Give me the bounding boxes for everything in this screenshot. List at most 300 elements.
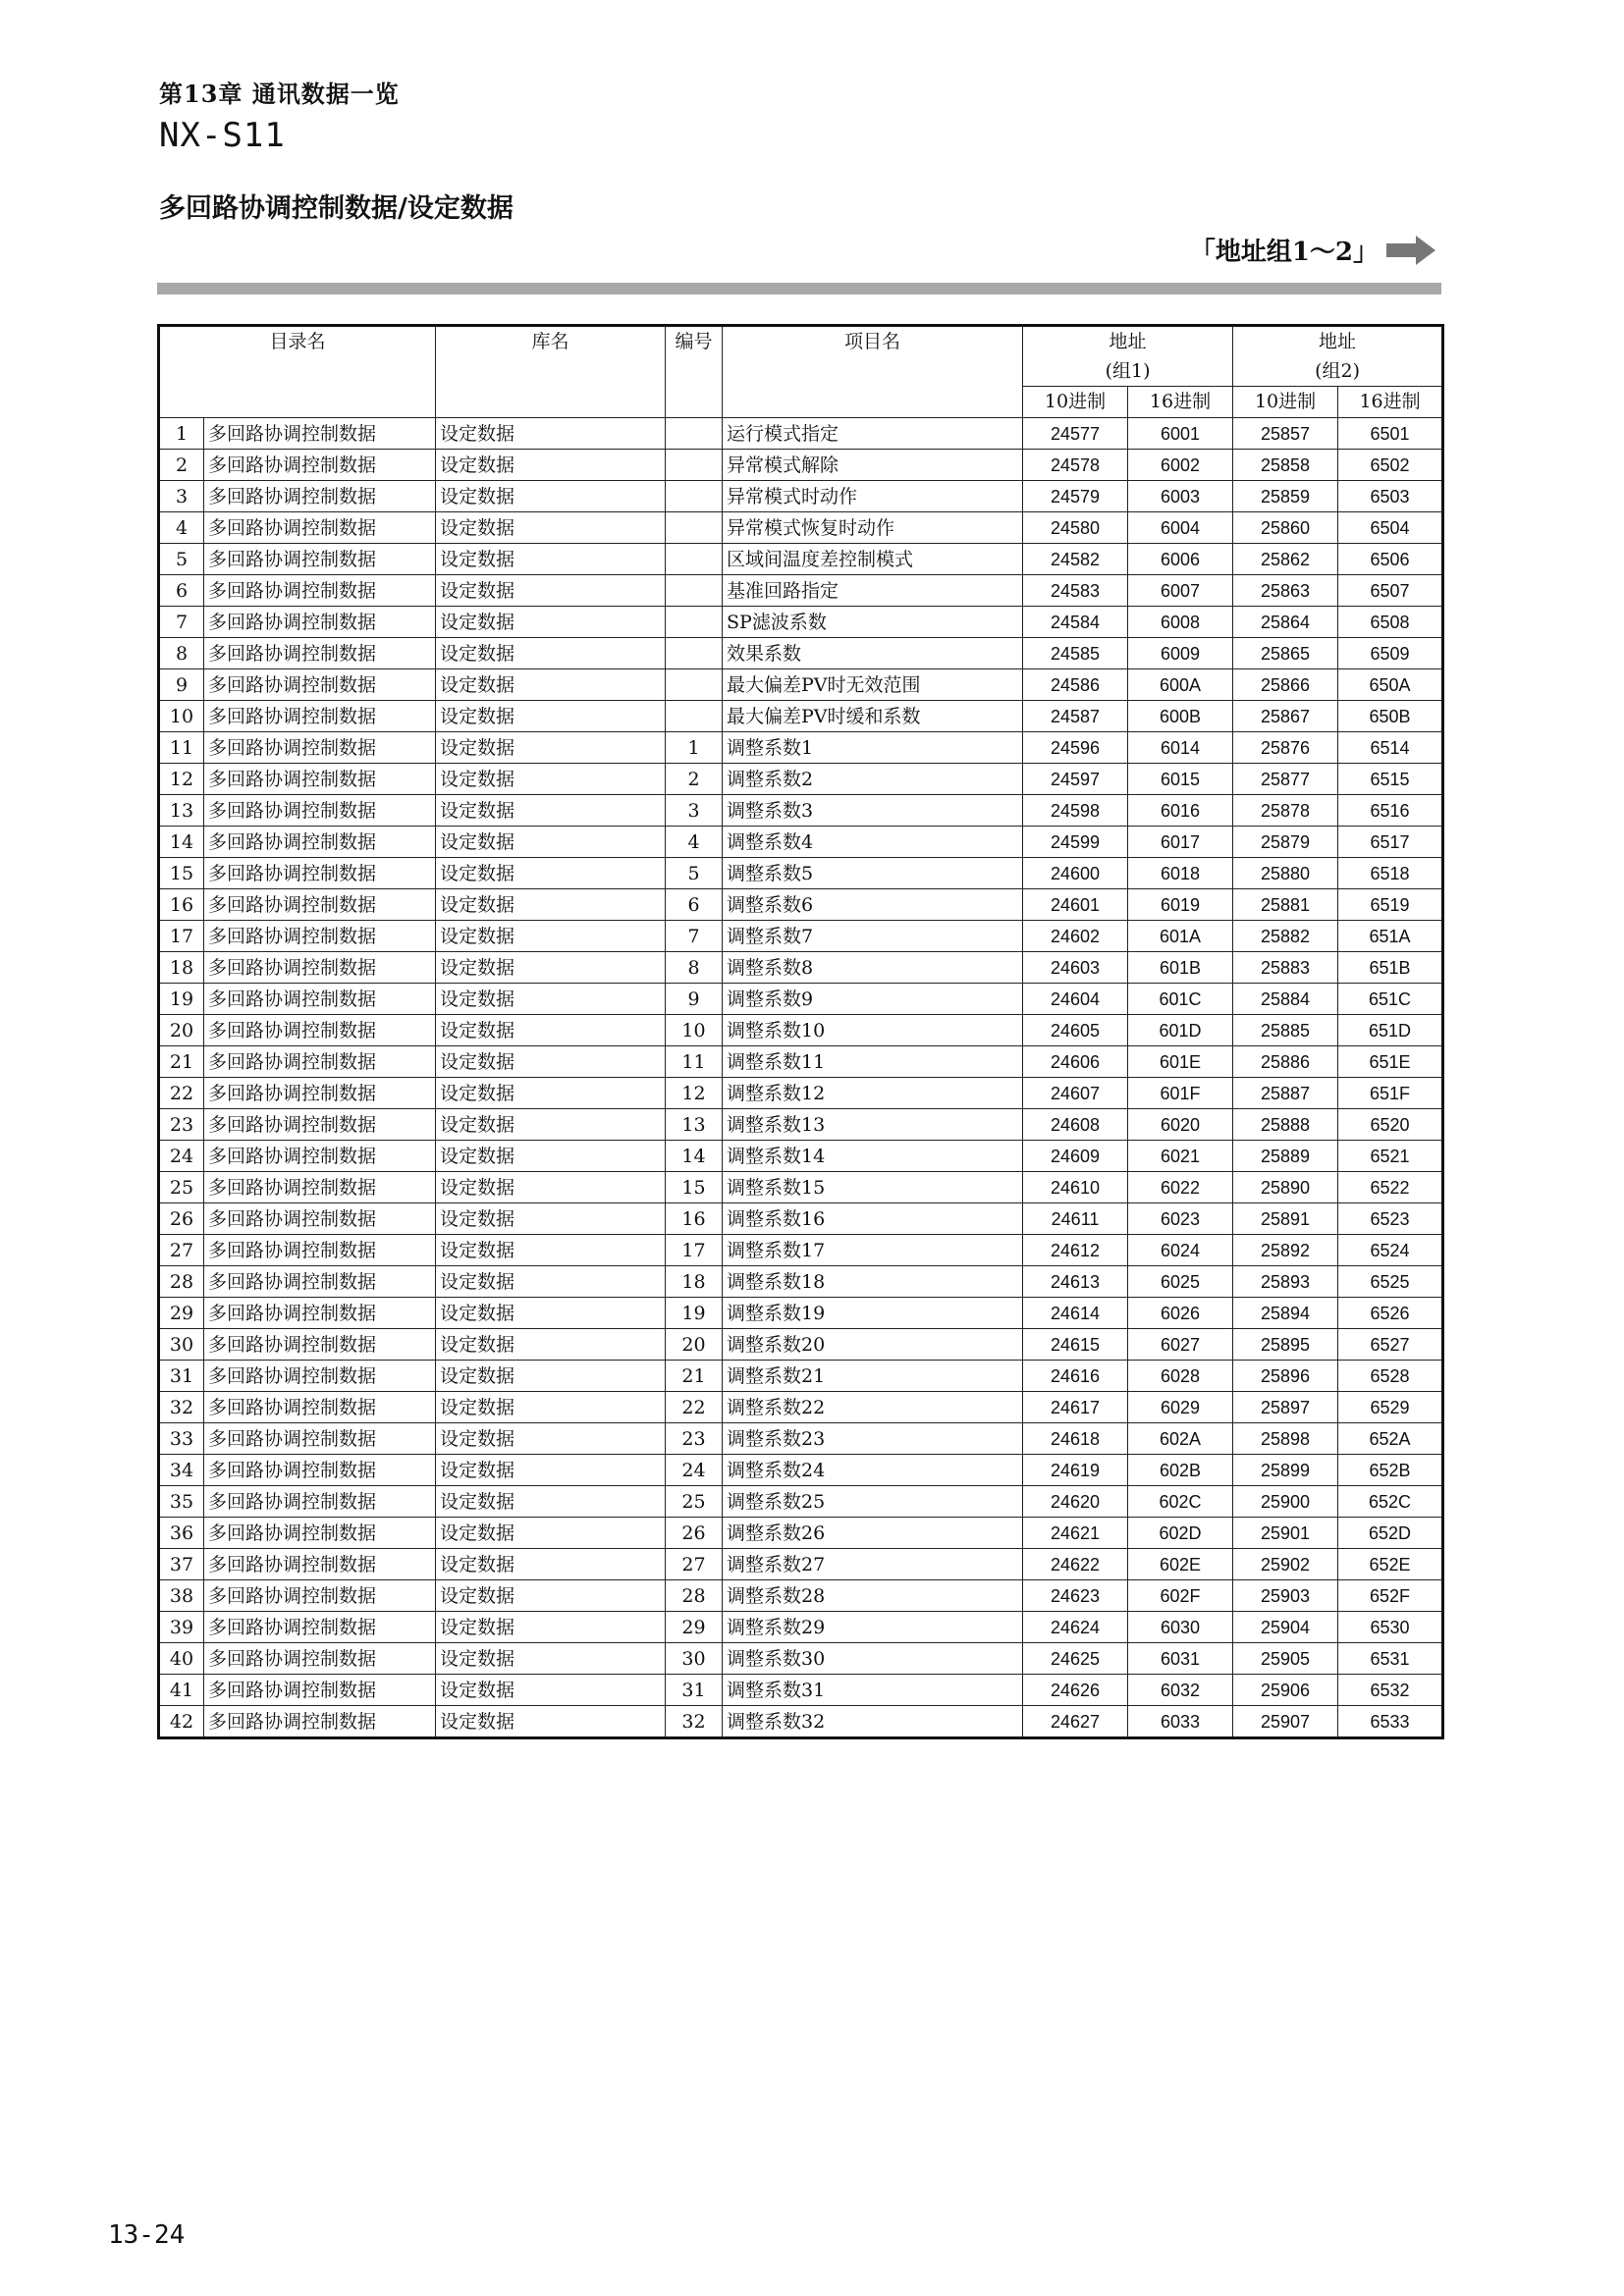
row-number: 4 bbox=[666, 827, 723, 858]
row-g2-hex: 651B bbox=[1338, 952, 1443, 984]
row-category: 多回路协调控制数据 bbox=[204, 827, 436, 858]
header-group1-label: (组1) bbox=[1105, 360, 1151, 382]
row-index: 9 bbox=[159, 669, 204, 701]
row-database: 设定数据 bbox=[436, 450, 666, 481]
row-item: 调整系数20 bbox=[723, 1329, 1023, 1361]
row-item: 效果系数 bbox=[723, 638, 1023, 669]
row-g2-dec: 25877 bbox=[1233, 764, 1338, 795]
row-index: 36 bbox=[159, 1518, 204, 1549]
row-g2-hex: 6527 bbox=[1338, 1329, 1443, 1361]
row-g1-hex: 6021 bbox=[1128, 1141, 1233, 1172]
row-database: 设定数据 bbox=[436, 1015, 666, 1046]
row-g2-hex: 6515 bbox=[1338, 764, 1443, 795]
row-number bbox=[666, 512, 723, 544]
row-index: 28 bbox=[159, 1266, 204, 1298]
row-g2-hex: 650A bbox=[1338, 669, 1443, 701]
table-row bbox=[159, 1486, 1443, 1518]
row-item: 调整系数25 bbox=[723, 1486, 1023, 1518]
row-item: 调整系数5 bbox=[723, 858, 1023, 889]
row-g1-hex: 6031 bbox=[1128, 1643, 1233, 1675]
row-number: 19 bbox=[666, 1298, 723, 1329]
row-category: 多回路协调控制数据 bbox=[204, 1706, 436, 1738]
header-g1-hex: 16进制 bbox=[1128, 387, 1233, 418]
table-row bbox=[159, 544, 1443, 575]
row-number bbox=[666, 669, 723, 701]
page-number: 13-24 bbox=[108, 2220, 186, 2250]
row-g1-hex: 6032 bbox=[1128, 1675, 1233, 1706]
row-g2-hex: 6528 bbox=[1338, 1361, 1443, 1392]
row-g1-dec: 24616 bbox=[1023, 1361, 1128, 1392]
row-g1-dec: 24607 bbox=[1023, 1078, 1128, 1109]
table-row bbox=[159, 1329, 1443, 1361]
row-database: 设定数据 bbox=[436, 1643, 666, 1675]
row-index: 41 bbox=[159, 1675, 204, 1706]
row-g1-dec: 24612 bbox=[1023, 1235, 1128, 1266]
row-number: 31 bbox=[666, 1675, 723, 1706]
row-g1-dec: 24627 bbox=[1023, 1706, 1128, 1738]
row-index: 22 bbox=[159, 1078, 204, 1109]
row-g2-dec: 25881 bbox=[1233, 889, 1338, 921]
row-g1-dec: 24600 bbox=[1023, 858, 1128, 889]
row-g2-dec: 25890 bbox=[1233, 1172, 1338, 1203]
header-number: 编号 bbox=[666, 326, 723, 418]
row-database: 设定数据 bbox=[436, 1078, 666, 1109]
row-g1-hex: 600A bbox=[1128, 669, 1233, 701]
row-g1-dec: 24617 bbox=[1023, 1392, 1128, 1423]
row-g1-dec: 24606 bbox=[1023, 1046, 1128, 1078]
row-g1-hex: 601A bbox=[1128, 921, 1233, 952]
table-row bbox=[159, 732, 1443, 764]
row-g1-dec: 24598 bbox=[1023, 795, 1128, 827]
row-category: 多回路协调控制数据 bbox=[204, 481, 436, 512]
row-item: 调整系数9 bbox=[723, 984, 1023, 1015]
row-g2-hex: 652A bbox=[1338, 1423, 1443, 1455]
row-database: 设定数据 bbox=[436, 858, 666, 889]
row-g2-dec: 25865 bbox=[1233, 638, 1338, 669]
row-index: 5 bbox=[159, 544, 204, 575]
row-g1-dec: 24625 bbox=[1023, 1643, 1128, 1675]
row-g1-hex: 6008 bbox=[1128, 607, 1233, 638]
row-category: 多回路协调控制数据 bbox=[204, 1266, 436, 1298]
table-row bbox=[159, 450, 1443, 481]
row-category: 多回路协调控制数据 bbox=[204, 1518, 436, 1549]
row-g1-hex: 6017 bbox=[1128, 827, 1233, 858]
row-database: 设定数据 bbox=[436, 984, 666, 1015]
row-database: 设定数据 bbox=[436, 1203, 666, 1235]
table-row bbox=[159, 512, 1443, 544]
row-g1-hex: 6028 bbox=[1128, 1361, 1233, 1392]
row-index: 14 bbox=[159, 827, 204, 858]
row-item: 调整系数12 bbox=[723, 1078, 1023, 1109]
row-number: 23 bbox=[666, 1423, 723, 1455]
row-index: 40 bbox=[159, 1643, 204, 1675]
row-g2-hex: 6521 bbox=[1338, 1141, 1443, 1172]
row-g1-dec: 24623 bbox=[1023, 1580, 1128, 1612]
row-g2-dec: 25867 bbox=[1233, 701, 1338, 732]
row-database: 设定数据 bbox=[436, 827, 666, 858]
row-category: 多回路协调控制数据 bbox=[204, 1455, 436, 1486]
row-g2-dec: 25862 bbox=[1233, 544, 1338, 575]
row-item: 调整系数13 bbox=[723, 1109, 1023, 1141]
row-g2-hex: 6507 bbox=[1338, 575, 1443, 607]
row-g2-hex: 652C bbox=[1338, 1486, 1443, 1518]
row-g2-dec: 25884 bbox=[1233, 984, 1338, 1015]
row-number: 32 bbox=[666, 1706, 723, 1738]
row-g2-hex: 6501 bbox=[1338, 418, 1443, 450]
row-index: 27 bbox=[159, 1235, 204, 1266]
row-category: 多回路协调控制数据 bbox=[204, 858, 436, 889]
row-item: 调整系数1 bbox=[723, 732, 1023, 764]
row-index: 34 bbox=[159, 1455, 204, 1486]
row-index: 17 bbox=[159, 921, 204, 952]
row-g2-dec: 25906 bbox=[1233, 1675, 1338, 1706]
row-database: 设定数据 bbox=[436, 1612, 666, 1643]
row-item: 调整系数3 bbox=[723, 795, 1023, 827]
row-g1-dec: 24608 bbox=[1023, 1109, 1128, 1141]
row-g1-hex: 6004 bbox=[1128, 512, 1233, 544]
row-g1-dec: 24597 bbox=[1023, 764, 1128, 795]
row-g1-hex: 600B bbox=[1128, 701, 1233, 732]
row-g2-dec: 25882 bbox=[1233, 921, 1338, 952]
row-item: 调整系数31 bbox=[723, 1675, 1023, 1706]
row-database: 设定数据 bbox=[436, 921, 666, 952]
row-number: 16 bbox=[666, 1203, 723, 1235]
row-g1-dec: 24585 bbox=[1023, 638, 1128, 669]
row-g2-hex: 6514 bbox=[1338, 732, 1443, 764]
table-row bbox=[159, 1675, 1443, 1706]
row-index: 2 bbox=[159, 450, 204, 481]
row-g2-dec: 25897 bbox=[1233, 1392, 1338, 1423]
table-row bbox=[159, 795, 1443, 827]
header-item: 项目名 bbox=[723, 326, 1023, 418]
row-number: 12 bbox=[666, 1078, 723, 1109]
row-index: 4 bbox=[159, 512, 204, 544]
row-g2-dec: 25888 bbox=[1233, 1109, 1338, 1141]
row-g2-hex: 6518 bbox=[1338, 858, 1443, 889]
row-g2-dec: 25885 bbox=[1233, 1015, 1338, 1046]
row-number: 15 bbox=[666, 1172, 723, 1203]
row-number: 24 bbox=[666, 1455, 723, 1486]
row-g1-hex: 6026 bbox=[1128, 1298, 1233, 1329]
chapter-heading: 第13章 通讯数据一览 bbox=[159, 80, 400, 108]
row-index: 12 bbox=[159, 764, 204, 795]
table-row bbox=[159, 418, 1443, 450]
row-category: 多回路协调控制数据 bbox=[204, 544, 436, 575]
row-number: 11 bbox=[666, 1046, 723, 1078]
row-g2-dec: 25866 bbox=[1233, 669, 1338, 701]
row-g1-dec: 24587 bbox=[1023, 701, 1128, 732]
row-item: 最大偏差PV时无效范围 bbox=[723, 669, 1023, 701]
table-row bbox=[159, 607, 1443, 638]
row-database: 设定数据 bbox=[436, 889, 666, 921]
row-category: 多回路协调控制数据 bbox=[204, 638, 436, 669]
table-row bbox=[159, 1518, 1443, 1549]
row-number bbox=[666, 638, 723, 669]
row-g2-dec: 25880 bbox=[1233, 858, 1338, 889]
row-g2-hex: 6506 bbox=[1338, 544, 1443, 575]
row-g2-dec: 25901 bbox=[1233, 1518, 1338, 1549]
row-g2-dec: 25864 bbox=[1233, 607, 1338, 638]
row-category: 多回路协调控制数据 bbox=[204, 795, 436, 827]
row-category: 多回路协调控制数据 bbox=[204, 450, 436, 481]
row-g1-hex: 6025 bbox=[1128, 1266, 1233, 1298]
row-database: 设定数据 bbox=[436, 1423, 666, 1455]
row-number: 10 bbox=[666, 1015, 723, 1046]
row-g1-dec: 24615 bbox=[1023, 1329, 1128, 1361]
row-g1-hex: 6014 bbox=[1128, 732, 1233, 764]
table-row bbox=[159, 1046, 1443, 1078]
row-category: 多回路协调控制数据 bbox=[204, 575, 436, 607]
row-number: 8 bbox=[666, 952, 723, 984]
row-category: 多回路协调控制数据 bbox=[204, 418, 436, 450]
row-index: 32 bbox=[159, 1392, 204, 1423]
row-category: 多回路协调控制数据 bbox=[204, 1486, 436, 1518]
table-row bbox=[159, 1141, 1443, 1172]
header-database: 库名 bbox=[436, 326, 666, 418]
row-number: 2 bbox=[666, 764, 723, 795]
group-nav-label: 「地址组1～2」 bbox=[1189, 238, 1379, 267]
row-category: 多回路协调控制数据 bbox=[204, 1549, 436, 1580]
row-number: 7 bbox=[666, 921, 723, 952]
row-g2-dec: 25892 bbox=[1233, 1235, 1338, 1266]
table-row bbox=[159, 1392, 1443, 1423]
row-g1-hex: 601B bbox=[1128, 952, 1233, 984]
row-g2-hex: 6508 bbox=[1338, 607, 1443, 638]
row-index: 39 bbox=[159, 1612, 204, 1643]
row-g1-dec: 24609 bbox=[1023, 1141, 1128, 1172]
row-number: 9 bbox=[666, 984, 723, 1015]
row-number: 13 bbox=[666, 1109, 723, 1141]
row-category: 多回路协调控制数据 bbox=[204, 1580, 436, 1612]
row-g2-hex: 6523 bbox=[1338, 1203, 1443, 1235]
row-database: 设定数据 bbox=[436, 418, 666, 450]
row-g2-hex: 651A bbox=[1338, 921, 1443, 952]
row-item: 调整系数17 bbox=[723, 1235, 1023, 1266]
row-index: 13 bbox=[159, 795, 204, 827]
row-index: 42 bbox=[159, 1706, 204, 1738]
row-item: 调整系数21 bbox=[723, 1361, 1023, 1392]
row-g1-hex: 602B bbox=[1128, 1455, 1233, 1486]
row-g1-dec: 24613 bbox=[1023, 1266, 1128, 1298]
row-database: 设定数据 bbox=[436, 1706, 666, 1738]
row-g1-hex: 6033 bbox=[1128, 1706, 1233, 1738]
row-item: 异常模式时动作 bbox=[723, 481, 1023, 512]
row-number: 21 bbox=[666, 1361, 723, 1392]
header-g2-dec: 10进制 bbox=[1233, 387, 1338, 418]
row-g2-hex: 6509 bbox=[1338, 638, 1443, 669]
row-number bbox=[666, 701, 723, 732]
row-g1-hex: 602A bbox=[1128, 1423, 1233, 1455]
table-row bbox=[159, 952, 1443, 984]
row-category: 多回路协调控制数据 bbox=[204, 732, 436, 764]
row-index: 7 bbox=[159, 607, 204, 638]
row-g1-dec: 24577 bbox=[1023, 418, 1128, 450]
row-item: 调整系数28 bbox=[723, 1580, 1023, 1612]
row-item: 最大偏差PV时缓和系数 bbox=[723, 701, 1023, 732]
header-address-label: 地址 bbox=[1319, 331, 1357, 352]
row-g2-dec: 25895 bbox=[1233, 1329, 1338, 1361]
row-item: 调整系数26 bbox=[723, 1518, 1023, 1549]
row-number bbox=[666, 450, 723, 481]
row-g2-hex: 651F bbox=[1338, 1078, 1443, 1109]
row-number bbox=[666, 544, 723, 575]
table-row bbox=[159, 1549, 1443, 1580]
row-g2-hex: 651D bbox=[1338, 1015, 1443, 1046]
row-number: 3 bbox=[666, 795, 723, 827]
row-index: 3 bbox=[159, 481, 204, 512]
table-row bbox=[159, 1266, 1443, 1298]
row-item: 调整系数2 bbox=[723, 764, 1023, 795]
row-index: 26 bbox=[159, 1203, 204, 1235]
row-category: 多回路协调控制数据 bbox=[204, 1612, 436, 1643]
row-database: 设定数据 bbox=[436, 669, 666, 701]
row-g2-hex: 6504 bbox=[1338, 512, 1443, 544]
row-g1-hex: 602F bbox=[1128, 1580, 1233, 1612]
row-g2-dec: 25857 bbox=[1233, 418, 1338, 450]
row-item: 调整系数22 bbox=[723, 1392, 1023, 1423]
row-category: 多回路协调控制数据 bbox=[204, 1015, 436, 1046]
row-g2-hex: 652D bbox=[1338, 1518, 1443, 1549]
row-database: 设定数据 bbox=[436, 732, 666, 764]
row-g1-dec: 24578 bbox=[1023, 450, 1128, 481]
row-database: 设定数据 bbox=[436, 1046, 666, 1078]
row-g2-dec: 25878 bbox=[1233, 795, 1338, 827]
header-rule bbox=[157, 283, 1441, 294]
row-item: 异常模式解除 bbox=[723, 450, 1023, 481]
row-number: 6 bbox=[666, 889, 723, 921]
row-g2-hex: 6533 bbox=[1338, 1706, 1443, 1738]
row-g2-hex: 6502 bbox=[1338, 450, 1443, 481]
table-row bbox=[159, 1078, 1443, 1109]
row-item: 调整系数10 bbox=[723, 1015, 1023, 1046]
row-category: 多回路协调控制数据 bbox=[204, 1235, 436, 1266]
row-g2-dec: 25893 bbox=[1233, 1266, 1338, 1298]
row-index: 23 bbox=[159, 1109, 204, 1141]
row-g1-dec: 24599 bbox=[1023, 827, 1128, 858]
row-number: 1 bbox=[666, 732, 723, 764]
row-g2-hex: 6519 bbox=[1338, 889, 1443, 921]
row-database: 设定数据 bbox=[436, 1266, 666, 1298]
group-nav[interactable] bbox=[1190, 232, 1437, 268]
row-g2-dec: 25876 bbox=[1233, 732, 1338, 764]
row-item: 调整系数6 bbox=[723, 889, 1023, 921]
row-g1-hex: 6001 bbox=[1128, 418, 1233, 450]
table-row bbox=[159, 1612, 1443, 1643]
row-database: 设定数据 bbox=[436, 764, 666, 795]
row-item: 调整系数27 bbox=[723, 1549, 1023, 1580]
row-g2-hex: 651E bbox=[1338, 1046, 1443, 1078]
row-index: 35 bbox=[159, 1486, 204, 1518]
row-g2-hex: 650B bbox=[1338, 701, 1443, 732]
row-category: 多回路协调控制数据 bbox=[204, 1361, 436, 1392]
row-g2-dec: 25898 bbox=[1233, 1423, 1338, 1455]
table-row bbox=[159, 1455, 1443, 1486]
header-address-group1 bbox=[1023, 326, 1233, 387]
table-row bbox=[159, 1298, 1443, 1329]
row-item: 调整系数11 bbox=[723, 1046, 1023, 1078]
row-g1-hex: 601C bbox=[1128, 984, 1233, 1015]
row-g2-dec: 25891 bbox=[1233, 1203, 1338, 1235]
row-item: 调整系数32 bbox=[723, 1706, 1023, 1738]
row-number: 17 bbox=[666, 1235, 723, 1266]
table-row bbox=[159, 827, 1443, 858]
row-g1-dec: 24580 bbox=[1023, 512, 1128, 544]
row-g1-dec: 24605 bbox=[1023, 1015, 1128, 1046]
row-database: 设定数据 bbox=[436, 544, 666, 575]
row-number: 28 bbox=[666, 1580, 723, 1612]
row-g1-dec: 24626 bbox=[1023, 1675, 1128, 1706]
row-number bbox=[666, 607, 723, 638]
table-row bbox=[159, 1203, 1443, 1235]
row-item: 调整系数14 bbox=[723, 1141, 1023, 1172]
row-database: 设定数据 bbox=[436, 1298, 666, 1329]
model-title: NX-S11 bbox=[159, 116, 286, 155]
row-database: 设定数据 bbox=[436, 607, 666, 638]
row-g2-hex: 6530 bbox=[1338, 1612, 1443, 1643]
row-category: 多回路协调控制数据 bbox=[204, 669, 436, 701]
row-index: 30 bbox=[159, 1329, 204, 1361]
row-number: 27 bbox=[666, 1549, 723, 1580]
row-category: 多回路协调控制数据 bbox=[204, 1141, 436, 1172]
row-index: 38 bbox=[159, 1580, 204, 1612]
row-database: 设定数据 bbox=[436, 1580, 666, 1612]
arrow-right-icon bbox=[1384, 234, 1437, 267]
row-g1-hex: 601D bbox=[1128, 1015, 1233, 1046]
row-index: 10 bbox=[159, 701, 204, 732]
row-database: 设定数据 bbox=[436, 952, 666, 984]
row-index: 29 bbox=[159, 1298, 204, 1329]
table-row bbox=[159, 1361, 1443, 1392]
row-database: 设定数据 bbox=[436, 1455, 666, 1486]
row-item: 调整系数29 bbox=[723, 1612, 1023, 1643]
row-g1-dec: 24604 bbox=[1023, 984, 1128, 1015]
row-g1-dec: 24614 bbox=[1023, 1298, 1128, 1329]
row-number bbox=[666, 575, 723, 607]
row-g1-hex: 6027 bbox=[1128, 1329, 1233, 1361]
row-category: 多回路协调控制数据 bbox=[204, 952, 436, 984]
row-database: 设定数据 bbox=[436, 1392, 666, 1423]
row-database: 设定数据 bbox=[436, 638, 666, 669]
table-row bbox=[159, 984, 1443, 1015]
row-category: 多回路协调控制数据 bbox=[204, 1643, 436, 1675]
row-g1-dec: 24619 bbox=[1023, 1455, 1128, 1486]
row-g2-dec: 25858 bbox=[1233, 450, 1338, 481]
table-row bbox=[159, 575, 1443, 607]
row-g1-hex: 6003 bbox=[1128, 481, 1233, 512]
table-row bbox=[159, 669, 1443, 701]
header-category: 目录名 bbox=[159, 326, 436, 418]
row-database: 设定数据 bbox=[436, 1518, 666, 1549]
row-category: 多回路协调控制数据 bbox=[204, 1109, 436, 1141]
row-g1-hex: 6030 bbox=[1128, 1612, 1233, 1643]
row-category: 多回路协调控制数据 bbox=[204, 1172, 436, 1203]
row-item: 调整系数15 bbox=[723, 1172, 1023, 1203]
row-g1-hex: 6024 bbox=[1128, 1235, 1233, 1266]
row-g1-hex: 6007 bbox=[1128, 575, 1233, 607]
row-item: 运行模式指定 bbox=[723, 418, 1023, 450]
row-category: 多回路协调控制数据 bbox=[204, 512, 436, 544]
section-title: 多回路协调控制数据/设定数据 bbox=[159, 193, 514, 224]
row-g1-hex: 601E bbox=[1128, 1046, 1233, 1078]
header-g1-dec: 10进制 bbox=[1023, 387, 1128, 418]
row-g2-hex: 6531 bbox=[1338, 1643, 1443, 1675]
row-g1-hex: 6023 bbox=[1128, 1203, 1233, 1235]
row-g2-dec: 25863 bbox=[1233, 575, 1338, 607]
row-index: 8 bbox=[159, 638, 204, 669]
row-g2-dec: 25904 bbox=[1233, 1612, 1338, 1643]
row-item: 调整系数19 bbox=[723, 1298, 1023, 1329]
row-g2-hex: 6529 bbox=[1338, 1392, 1443, 1423]
